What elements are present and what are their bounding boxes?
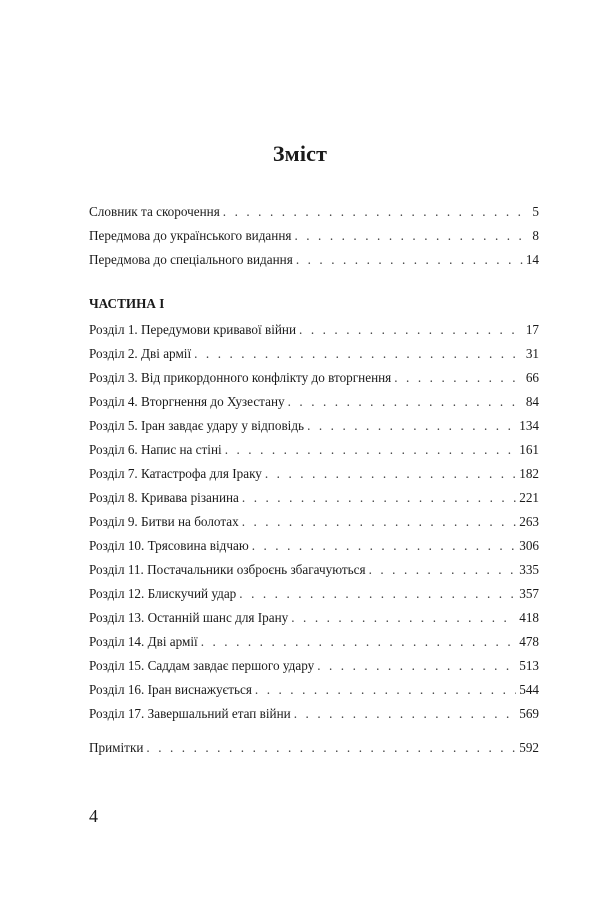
- toc-entry[interactable]: [89, 394, 539, 410]
- toc-entry-label: Розділ 17. Завершальний етап війни: [89, 706, 291, 721]
- dot-leader: [288, 394, 523, 410]
- dot-leader: [317, 658, 516, 674]
- toc-entry[interactable]: [89, 442, 539, 458]
- toc-entry-page: 478: [519, 634, 539, 649]
- toc-entry-page: 418: [519, 610, 539, 625]
- toc-entry-label: Розділ 13. Останній шанс для Ірану: [89, 610, 289, 625]
- toc-entry[interactable]: [89, 610, 539, 626]
- toc-entry[interactable]: [89, 346, 539, 362]
- toc-entry-label: Примітки: [89, 740, 144, 755]
- toc-entry-label: Передмова до українського видання: [89, 228, 292, 243]
- dot-leader: [307, 418, 516, 434]
- toc-entry[interactable]: [89, 228, 539, 244]
- toc-entry[interactable]: [89, 490, 539, 506]
- dot-leader: [291, 610, 516, 626]
- toc-entry-page: 357: [519, 586, 539, 601]
- dot-leader: [242, 514, 517, 530]
- toc-entry-page: 14: [525, 252, 539, 267]
- toc-entry[interactable]: [89, 418, 539, 434]
- toc-entry-page: 263: [519, 514, 539, 529]
- page-title: Зміст: [272, 141, 328, 166]
- dot-leader: [225, 442, 517, 458]
- toc-entry-page: 569: [519, 706, 539, 721]
- toc-entry-page: 182: [519, 466, 539, 481]
- toc-entry[interactable]: [89, 538, 539, 554]
- toc-entry-label: Передмова до спеціального видання: [89, 252, 293, 267]
- dot-leader: [255, 682, 516, 698]
- toc-entry-label: Словник та скорочення: [89, 204, 220, 219]
- dot-leader: [296, 252, 523, 268]
- toc-entry[interactable]: [89, 204, 539, 220]
- toc-entry[interactable]: [89, 586, 539, 602]
- toc-entry-page: 592: [519, 740, 539, 755]
- toc-entry-label: Розділ 4. Вторгнення до Хузестану: [89, 394, 285, 409]
- toc-entry-page: 513: [519, 658, 539, 673]
- toc-entry[interactable]: [89, 706, 539, 722]
- dot-leader: [265, 466, 516, 482]
- toc-entry-label: Розділ 9. Битви на болотах: [89, 514, 239, 529]
- toc-entry[interactable]: [89, 740, 539, 756]
- toc-entry[interactable]: [89, 514, 539, 530]
- toc-entry-page: 84: [525, 394, 539, 409]
- toc-entry-page: 17: [525, 322, 539, 337]
- toc-entry-label: Розділ 1. Передумови кривавої війни: [89, 322, 297, 337]
- toc-entry-page: 8: [532, 228, 539, 243]
- dot-leader: [146, 740, 516, 756]
- dot-leader: [294, 228, 529, 244]
- toc-entry-label: Розділ 14. Дві армії: [89, 634, 198, 649]
- toc-entry-label: Розділ 2. Дві армії: [89, 346, 192, 361]
- toc-entry-label: Розділ 6. Напис на стіні: [89, 442, 222, 457]
- part-heading: ЧАСТИНА I: [89, 296, 165, 311]
- toc-entry-label: Розділ 16. Іран виснажується: [89, 682, 252, 697]
- toc-entry-label: Розділ 3. Від прикордонного конфлікту до вторгнення: [89, 370, 392, 385]
- dot-leader: [294, 706, 516, 722]
- dot-leader: [299, 322, 523, 338]
- toc-entry-label: Розділ 15. Саддам завдає першого удару: [89, 658, 315, 673]
- dot-leader: [239, 586, 516, 602]
- toc-entry-page: 134: [519, 418, 539, 433]
- toc-entry-page: 544: [519, 682, 539, 697]
- dot-leader: [369, 562, 517, 578]
- dot-leader: [194, 346, 523, 362]
- toc-entry[interactable]: [89, 322, 539, 338]
- toc-entry-page: 335: [519, 562, 539, 577]
- toc-entry-page: 161: [519, 442, 539, 457]
- toc-entry-page: 5: [532, 204, 539, 219]
- toc-entry-label: Розділ 10. Трясовина відчаю: [89, 538, 249, 553]
- toc-entry-page: 306: [519, 538, 539, 553]
- toc-entry-page: 31: [525, 346, 539, 361]
- dot-leader: [223, 204, 530, 220]
- toc-entry-label: Розділ 7. Катастрофа для Іраку: [89, 466, 262, 481]
- toc-entry[interactable]: [89, 252, 539, 268]
- dot-leader: [242, 490, 516, 506]
- toc-entry[interactable]: [89, 658, 539, 674]
- toc-entry[interactable]: [89, 682, 539, 698]
- toc-entry[interactable]: [89, 634, 539, 650]
- toc-entry-label: Розділ 8. Кривава різанина: [89, 490, 239, 505]
- toc-entry-page: 221: [519, 490, 539, 505]
- dot-leader: [201, 634, 517, 650]
- dot-leader: [252, 538, 517, 554]
- toc-entry-label: Розділ 5. Іран завдає удару у відповідь: [89, 418, 305, 433]
- toc-entry-label: Розділ 12. Блискучий удар: [89, 586, 237, 601]
- toc-entry-label: Розділ 11. Постачальники озброєнь збагачуються: [89, 562, 366, 577]
- toc-entry[interactable]: [89, 370, 539, 386]
- toc-entry[interactable]: [89, 466, 539, 482]
- page-number: 4: [89, 806, 98, 826]
- dot-leader: [394, 370, 523, 386]
- toc-entry-page: 66: [525, 370, 539, 385]
- toc-entry[interactable]: [89, 562, 539, 578]
